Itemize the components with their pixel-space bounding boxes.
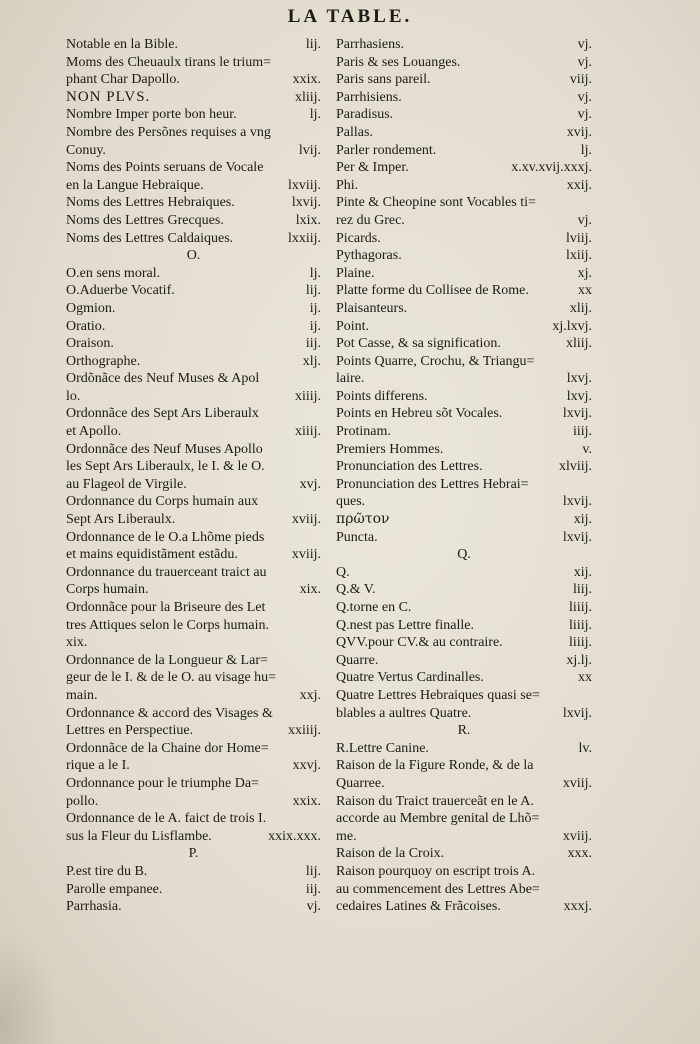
- index-entry: [336, 511, 592, 529]
- index-entry-folio: xxij.: [566, 177, 592, 193]
- index-entry: [66, 564, 321, 582]
- index-entry-folio: lxvij.: [562, 494, 592, 510]
- index-entry-folio: ij.: [309, 318, 321, 334]
- index-entry-term: Moms des Cheuaulx tirans le trium=: [66, 54, 272, 70]
- index-entry: [66, 106, 321, 124]
- index-entry-folio: xxix.: [292, 793, 321, 809]
- index-entry-term: Ogmion.: [66, 300, 116, 316]
- index-entry: [66, 335, 321, 353]
- index-entry: [66, 546, 321, 564]
- index-entry-folio: lij.: [305, 283, 321, 299]
- index-entry-term: Conuy.: [66, 142, 106, 158]
- index-entry: [66, 318, 321, 336]
- index-entry-folio: vj.: [577, 37, 592, 52]
- index-entry-term: Ordonnãce des Sept Ars Liberaulx: [66, 406, 259, 422]
- index-entry: [336, 142, 592, 160]
- index-entry-term: phant Char Dapollo.: [66, 72, 180, 88]
- index-entry: [66, 54, 321, 72]
- index-entry-folio: lj.: [309, 265, 321, 281]
- index-entry-term: Nombre des Persõnes requises a vng: [66, 124, 271, 140]
- index-entry-term: Plaisanteurs.: [336, 300, 408, 316]
- index-entry: [336, 106, 592, 124]
- index-entry-folio: xliij.: [294, 89, 321, 105]
- index-entry: [66, 705, 321, 723]
- index-entry-term: Ordonnance de le O.a Lhõme pieds: [66, 529, 265, 545]
- index-entry: [336, 652, 592, 670]
- index-entry-folio: lvij.: [298, 142, 321, 158]
- index-entry-term: Parrhisiens.: [336, 89, 402, 105]
- index-entry-term: Q.& V.: [336, 582, 376, 598]
- index-entry-folio: ij.: [309, 300, 321, 316]
- index-entry-term: accorde au Membre genital de Lhõ=: [336, 811, 540, 827]
- index-entry: [66, 529, 321, 547]
- index-entry-term: Oratio.: [66, 318, 106, 334]
- index-entry: [66, 36, 321, 54]
- index-entry-term: les Sept Ars Liberaulx, le I. & le O.: [66, 459, 265, 475]
- index-entry-folio: xxx.: [567, 846, 592, 862]
- index-entry: [336, 669, 592, 687]
- index-entry-term: Ordonnance du Corps humain aux: [66, 494, 259, 510]
- index-entry-term: Ordonnãce des Neuf Muses Apollo: [66, 441, 263, 457]
- index-entry-term: Pallas.: [336, 124, 373, 140]
- index-entry: [66, 617, 321, 635]
- index-entry: [66, 898, 321, 916]
- index-entry-term: NON PLVS.: [66, 88, 151, 105]
- index-entry-folio: lxvj.: [566, 371, 592, 387]
- index-entry: [336, 54, 592, 72]
- index-entry: [66, 581, 321, 599]
- index-entry-term: Pinte & Cheopine sont Vocables ti=: [336, 195, 536, 211]
- index-entry-term: Ordonnãce de la Chaine dor Home=: [66, 740, 269, 756]
- index-entry-term: Quatre Vertus Cardinalles.: [336, 670, 484, 686]
- index-entry-term: Protinam.: [336, 424, 391, 440]
- index-entry: [66, 793, 321, 811]
- index-entry-term: Picards.: [336, 230, 381, 246]
- index-entry: [336, 863, 592, 881]
- index-entry-folio: lij.: [305, 863, 321, 879]
- index-entry-term: rique a le I.: [66, 758, 130, 774]
- section-letter-heading: O.: [186, 248, 201, 264]
- index-entry: [66, 775, 321, 793]
- index-entry: [336, 124, 592, 142]
- index-entry-term: Sept Ars Liberaulx.: [66, 512, 176, 528]
- index-entry-term: Raison pourquoy on escript trois A.: [336, 863, 536, 879]
- section-letter-heading: R.: [457, 723, 471, 739]
- index-entry: [336, 476, 592, 494]
- index-entry-folio: viij.: [569, 72, 592, 88]
- index-entry-term: Pronunciation des Lettres.: [336, 459, 483, 475]
- index-entry: [66, 634, 321, 652]
- index-entry-folio: lij.: [305, 37, 321, 52]
- index-entry-folio: xij.: [573, 564, 592, 580]
- index-entry-term: geur de le I. & de le O. au visage hu=: [66, 670, 277, 686]
- index-entry-term: ques.: [336, 494, 366, 510]
- index-entry-term: cedaires Latines & Frãcoises.: [336, 899, 501, 915]
- index-column-right: [336, 36, 592, 916]
- index-entry: [66, 863, 321, 881]
- index-entry: [66, 669, 321, 687]
- index-entry: [336, 881, 592, 899]
- index-entry: [336, 353, 592, 371]
- index-entry-term: en la Langue Hebraique.: [66, 177, 204, 193]
- index-entry-term: Point.: [336, 318, 370, 334]
- index-entry: [336, 845, 592, 863]
- index-entry-folio: xviij.: [291, 547, 321, 563]
- index-entry: [336, 177, 592, 195]
- index-entry: [66, 810, 321, 828]
- index-entry: [336, 159, 592, 177]
- index-entry-term: Raison de la Figure Ronde, & de la: [336, 758, 534, 774]
- index-entry-term: me.: [336, 828, 357, 844]
- index-entry: [66, 89, 321, 107]
- index-entry-term: Parler rondement.: [336, 142, 437, 158]
- index-entry: [336, 212, 592, 230]
- index-entry-folio: xxiiij.: [287, 723, 321, 739]
- index-entry-term: au commencement des Lettres Abe=: [336, 881, 540, 897]
- index-entry-folio: iiij.: [572, 424, 592, 440]
- index-entry: [336, 493, 592, 511]
- index-entry: [66, 740, 321, 758]
- index-entry-term: Lettres en Perspectiue.: [66, 723, 194, 739]
- index-entry-term: pollo.: [66, 793, 99, 809]
- index-entry: [336, 71, 592, 89]
- index-list-right: [336, 36, 592, 916]
- index-entry-folio: xlviij.: [558, 459, 592, 475]
- index-entry-term: tres Attiques selon le Corps humain.: [66, 617, 269, 633]
- index-entry: [66, 353, 321, 371]
- index-entry-term: xix.: [66, 635, 88, 651]
- index-entry-term: au Flageol de Virgile.: [66, 476, 187, 492]
- index-entry-term: Notable en la Bible.: [66, 37, 178, 52]
- index-entry-folio: xxxj.: [563, 899, 592, 915]
- index-entry-term: et mains equidistãment estãdu.: [66, 547, 238, 563]
- index-entry: [66, 511, 321, 529]
- index-entry-term: Corps humain.: [66, 582, 149, 598]
- index-entry-term: Nombre Imper porte bon heur.: [66, 107, 237, 123]
- index-entry-folio: xix.: [299, 582, 321, 598]
- index-entry-term: πρῶτον: [336, 511, 390, 528]
- index-entry-folio: xj.lxvj.: [552, 318, 592, 334]
- index-entry: [66, 652, 321, 670]
- index-entry-folio: lv.: [578, 740, 592, 756]
- index-entry-folio: xxix.xxx.: [268, 828, 321, 844]
- index-entry: [336, 388, 592, 406]
- index-entry-folio: xij.: [573, 512, 592, 528]
- index-entry-folio: xviij.: [562, 828, 592, 844]
- index-entry: [336, 370, 592, 388]
- index-entry-folio: iij.: [305, 336, 321, 352]
- index-entry-term: Quarre.: [336, 652, 379, 668]
- page-title: LA TABLE.: [287, 6, 413, 27]
- index-entry-folio: v.: [582, 441, 592, 457]
- index-entry-term: Plaine.: [336, 265, 375, 281]
- index-entry-term: Q.torne en C.: [336, 600, 412, 615]
- index-entry: [66, 828, 321, 846]
- paper-stain: [0, 930, 60, 1044]
- index-entry: [66, 194, 321, 212]
- index-entry-folio: xxvj.: [292, 758, 321, 774]
- index-entry: [336, 564, 592, 582]
- index-entry: [336, 441, 592, 459]
- index-entry-folio: xviij.: [562, 775, 592, 791]
- index-entry-term: Quarree.: [336, 775, 385, 791]
- index-entry-term: Points differens.: [336, 388, 428, 404]
- index-entry-folio: xliij.: [565, 336, 592, 352]
- index-entry-folio: x.xv.xvij.xxxj.: [511, 160, 592, 176]
- index-entry-folio: vj.: [577, 54, 592, 70]
- index-entry-folio: lxvij.: [562, 705, 592, 721]
- index-entry-term: Q.: [336, 564, 350, 580]
- index-entry-term: Noms des Points seruans de Vocale: [66, 160, 264, 176]
- index-entry: [336, 282, 592, 300]
- index-entry-term: Pythagoras.: [336, 248, 402, 264]
- index-entry: [66, 159, 321, 177]
- index-entry-folio: lxvij.: [562, 529, 592, 545]
- index-entry: [336, 265, 592, 283]
- index-entry-term: R.Lettre Canine.: [336, 740, 429, 756]
- index-entry-term: et Apollo.: [66, 424, 122, 440]
- index-entry-term: Ordonnãce pour la Briseure des Let: [66, 600, 266, 615]
- index-entry: [336, 458, 592, 476]
- index-entry-folio: xxj.: [299, 687, 321, 703]
- index-entry: [66, 177, 321, 195]
- index-entry-folio: vj.: [577, 89, 592, 105]
- index-entry: [66, 881, 321, 899]
- index-entry: [66, 124, 321, 142]
- index-entry-folio: xvij.: [566, 124, 592, 140]
- index-entry-folio: lxxiij.: [287, 230, 321, 246]
- index-entry-folio: xviij.: [291, 512, 321, 528]
- index-entry: [336, 810, 592, 828]
- index-entry-term: laire.: [336, 371, 365, 387]
- index-entry-folio: liiij.: [569, 635, 592, 651]
- index-column-left: [66, 36, 321, 916]
- index-entry-term: Noms des Lettres Hebraiques.: [66, 195, 235, 211]
- index-entry: [66, 282, 321, 300]
- index-entry-folio: xiiij.: [294, 424, 321, 440]
- index-entry: [336, 318, 592, 336]
- index-entry-term: Raison du Traict trauerceãt en le A.: [336, 793, 534, 809]
- index-entry-term: Points Quarre, Crochu, & Triangu=: [336, 353, 535, 369]
- index-entry-term: Quatre Lettres Hebraiques quasi se=: [336, 687, 540, 703]
- index-entry: [66, 71, 321, 89]
- index-entry-term: Points en Hebreu sõt Vocales.: [336, 406, 503, 422]
- index-entry-folio: liij.: [572, 582, 592, 598]
- index-entry-term: Paris sans pareil.: [336, 72, 431, 88]
- index-entry: [336, 335, 592, 353]
- index-entry-term: Parrhasiens.: [336, 37, 405, 52]
- index-entry-term: P.est tire du B.: [66, 863, 148, 879]
- index-entry-folio: iij.: [305, 881, 321, 897]
- index-entry: [336, 405, 592, 423]
- index-entry-term: rez du Grec.: [336, 212, 405, 228]
- index-entry: [66, 370, 321, 388]
- index-entry: [336, 775, 592, 793]
- index-entry-folio: xlij.: [569, 300, 592, 316]
- index-entry-folio: xvj.: [299, 476, 321, 492]
- index-entry-term: Premiers Hommes.: [336, 441, 444, 457]
- index-entry-term: sus la Fleur du Lisflambe.: [66, 828, 212, 844]
- index-entry: [66, 142, 321, 160]
- index-entry: [336, 300, 592, 318]
- index-entry-term: Ordonnance de le A. faict de trois I.: [66, 811, 267, 827]
- index-entry: [336, 705, 592, 723]
- index-entry: [336, 581, 592, 599]
- index-entry: [336, 687, 592, 705]
- index-entry: [66, 687, 321, 705]
- index-entry-term: Noms des Lettres Grecques.: [66, 212, 224, 228]
- index-entry-folio: lxvij.: [291, 195, 321, 211]
- index-entry-term: Ordõnãce des Neuf Muses & Apol: [66, 371, 260, 387]
- index-entry-term: blables a aultres Quatre.: [336, 705, 472, 721]
- index-entry: [66, 388, 321, 406]
- index-entry: [66, 230, 321, 248]
- index-entry-folio: xx: [578, 670, 592, 686]
- index-entry-folio: xj.lj.: [566, 652, 592, 668]
- index-entry: [336, 36, 592, 54]
- index-entry-folio: lxvj.: [566, 388, 592, 404]
- index-entry: [66, 265, 321, 283]
- index-entry-term: Pronunciation des Lettres Hebrai=: [336, 476, 529, 492]
- index-entry-term: Pot Casse, & sa signification.: [336, 336, 501, 352]
- index-entry-term: Oraison.: [66, 336, 114, 352]
- index-entry-term: Ordonnance & accord des Visages &: [66, 705, 273, 721]
- index-entry-folio: vj.: [577, 212, 592, 228]
- index-entry: [336, 194, 592, 212]
- section-letter-heading: Q.: [457, 547, 471, 563]
- index-entry-folio: xxix.: [292, 72, 321, 88]
- index-entry-term: O.en sens moral.: [66, 265, 161, 281]
- index-entry-folio: lviij.: [565, 230, 592, 246]
- index-entry-folio: lxviij.: [287, 177, 321, 193]
- index-entry-folio: xlj.: [302, 353, 321, 369]
- index-entry-term: Ordonnance du trauerceant traict au: [66, 564, 267, 580]
- index-entry-term: Ordonnance de la Longueur & Lar=: [66, 652, 268, 668]
- index-entry-folio: vj.: [577, 107, 592, 123]
- index-entry: [336, 423, 592, 441]
- index-entry: [336, 898, 592, 916]
- index-entry: [66, 212, 321, 230]
- index-list-left: [66, 36, 321, 916]
- index-entry: [66, 458, 321, 476]
- index-entry-folio: lxvij.: [562, 406, 592, 422]
- index-entry: [336, 828, 592, 846]
- index-entry-folio: xx: [578, 283, 592, 299]
- index-entry-term: Raison de la Croix.: [336, 846, 445, 862]
- index-entry: [336, 617, 592, 635]
- index-entry: [66, 599, 321, 617]
- index-entry-folio: xj.: [577, 265, 592, 281]
- index-entry-term: Platte forme du Collisee de Rome.: [336, 283, 529, 299]
- index-entry: [336, 89, 592, 107]
- index-entry: [66, 423, 321, 441]
- index-entry: [66, 493, 321, 511]
- index-entry-folio: vj.: [306, 899, 321, 915]
- index-entry: [66, 757, 321, 775]
- index-entry-term: QVV.pour CV.& au contraire.: [336, 635, 503, 651]
- index-entry-folio: liiij.: [569, 600, 592, 615]
- index-entry-term: lo.: [66, 388, 81, 404]
- index-entry: [336, 247, 592, 265]
- index-entry: [66, 300, 321, 318]
- index-entry-term: Per & Imper.: [336, 160, 409, 176]
- index-entry-term: Parrhasia.: [66, 899, 122, 915]
- index-entry-folio: lxix.: [295, 212, 321, 228]
- index-entry-folio: xiiij.: [294, 388, 321, 404]
- index-entry-term: Puncta.: [336, 529, 378, 545]
- index-entry-folio: lxiij.: [565, 248, 592, 264]
- index-entry: [336, 634, 592, 652]
- index-entry-term: Phi.: [336, 177, 359, 193]
- index-entry: [66, 722, 321, 740]
- index-entry-folio: lj.: [580, 142, 592, 158]
- index-entry-term: Ordonnance pour le triumphe Da=: [66, 775, 259, 791]
- index-entry: [66, 476, 321, 494]
- index-entry-folio: lj.: [309, 107, 321, 123]
- index-entry-term: Noms des Lettres Caldaiques.: [66, 230, 234, 246]
- index-entry: [336, 230, 592, 248]
- index-entry-term: Paris & ses Louanges.: [336, 54, 461, 70]
- index-entry-term: Orthographe.: [66, 353, 141, 369]
- index-entry: [336, 793, 592, 811]
- index-entry: [336, 740, 592, 758]
- index-entry: [336, 599, 592, 617]
- index-entry: [66, 441, 321, 459]
- index-entry-term: O.Aduerbe Vocatif.: [66, 283, 175, 299]
- index-entry: [336, 757, 592, 775]
- index-entry: [66, 405, 321, 423]
- index-entry: [336, 529, 592, 547]
- index-entry-folio: liiij.: [569, 617, 592, 633]
- index-entry-term: Parolle empanee.: [66, 881, 163, 897]
- index-entry-term: Q.nest pas Lettre finalle.: [336, 617, 475, 633]
- index-entry-term: Paradisus.: [336, 107, 394, 123]
- section-letter-heading: P.: [188, 846, 199, 862]
- index-entry-term: main.: [66, 687, 98, 703]
